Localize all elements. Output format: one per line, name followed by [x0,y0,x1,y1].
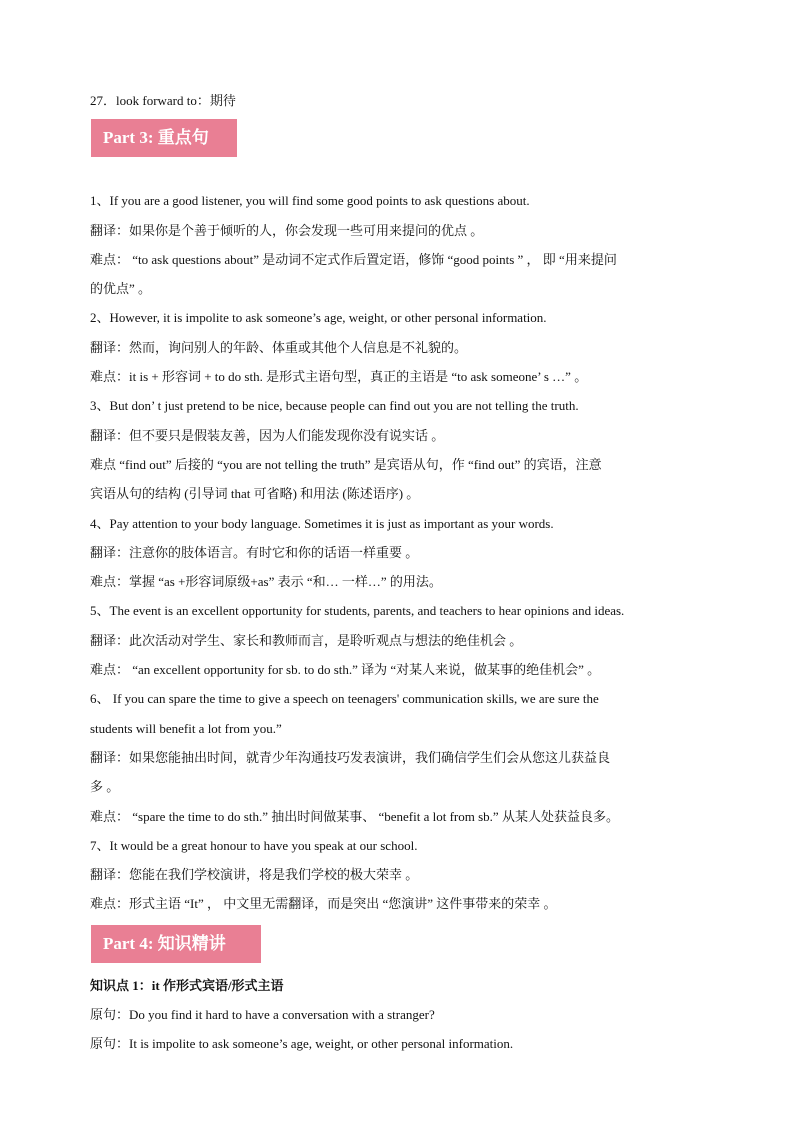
sentence-block-1 [90,186,710,303]
sentence-difficulty-cont: 宾语从句的结构 (引导词 that 可省略) 和用法 (陈述语序) 。 [90,486,420,502]
sentence-difficulty: 难点 “find out” 后接的 “you are not telling the truth” 是宾语从句，作 “find out” 的宾语，注意 [90,456,602,472]
sentence-block-4 [90,509,710,597]
sentence-block-2 [90,303,710,391]
part3-header: Part 3: 重点句子 [91,119,237,157]
sentence-translation: 翻译：如果你是个善于倾听的人，你会发现一些可用来提问的优点 。 [90,222,484,238]
sentence-difficulty: 难点：形式主语 “It” ， 中文里无需翻译，而是突出 “您演讲” 这件事带来的荣幸 。 [90,896,557,912]
sentence-translation: 翻译：但不要只是假装友善，因为人们能发现你没有说实话 。 [90,427,445,443]
sentence-difficulty-cont: 的优点” 。 [90,281,152,297]
sentence-difficulty: 难点：掌握 “as +形容词原级+as” 表示 “和… 一样…” 的用法。 [90,574,442,590]
sentence-block-5 [90,596,710,684]
sentence-block-6 [90,684,710,830]
sentence-english: 3、But don’ t just pretend to be nice, because people can find out you are not telling the truth. [90,398,579,414]
sentence-translation: 翻译：此次活动对学生、家长和教师而言，是聆听观点与想法的绝佳机会 。 [90,632,523,648]
sentence-difficulty: 难点：it is + 形容词 + to do sth. 是形式主语句型，真正的主语是 “to ask someone’ s …” 。 [90,369,588,385]
sentence-difficulty: 难点： “to ask questions about” 是动词不定式作后置定语，修饰 “good points ” ， 即 “用来提问 [90,251,617,267]
vocab-item-27: 27．look forward to：期待 [90,93,236,108]
sentence-translation: 翻译：然而，询问别人的年龄、体重或其他个人信息是不礼貌的。 [90,339,468,355]
sentence-english: 4、Pay attention to your body language. Sometimes it is just as important as your words. [90,515,554,531]
sentence-english: 7、It would be a great honour to have you speak at our school. [90,837,418,853]
sentence-translation: 翻译：注意你的肢体语言。有时它和你的话语一样重要 。 [90,544,419,560]
sentence-block-3 [90,391,710,508]
sentence-english: 5、The event is an excellent opportunity for students, parents, and teachers to hear opinions and ideas. [90,603,625,619]
example-sentence: 原句：It is impolite to ask someone’s age, weight, or other personal information. [90,1036,514,1052]
document-page [90,86,710,1059]
knowledge-point-title: 知识点 1：it 作形式宾语/形式主语 [90,977,284,993]
sentence-block-7 [90,831,710,919]
sentence-english: 2、However, it is impolite to ask someone’s age, weight, or other personal information. [90,310,547,326]
sentence-english: 1、If you are a good listener, you will find some good points to ask questions about. [90,193,530,209]
sentence-translation: 翻译：您能在我们学校演讲，将是我们学校的极大荣幸 。 [90,867,419,883]
part4-header: Part 4: 知识精讲 [91,925,261,963]
sentence-difficulty: 难点： “an excellent opportunity for sb. to do sth.” 译为 “对某人来说，做某事的绝佳机会” 。 [90,662,601,678]
sentence-translation: 翻译：如果您能抽出时间，就青少年沟通技巧发表演讲，我们确信学生们会从您这儿获益良 [90,749,611,765]
sentence-difficulty: 难点： “spare the time to do sth.” 抽出时间做某事、 “benefit a lot from sb.” 从某人处获益良多。 [90,808,619,824]
sentence-english: 6、 If you can spare the time to give a speech on teenagers' communication skills, we are sure the [90,691,599,707]
sentence-translation-cont: 多 。 [90,779,120,795]
example-sentence: 原句：Do you find it hard to have a conversation with a stranger? [90,1007,435,1023]
sentence-english-cont: students will benefit a lot from you.” [90,720,282,736]
